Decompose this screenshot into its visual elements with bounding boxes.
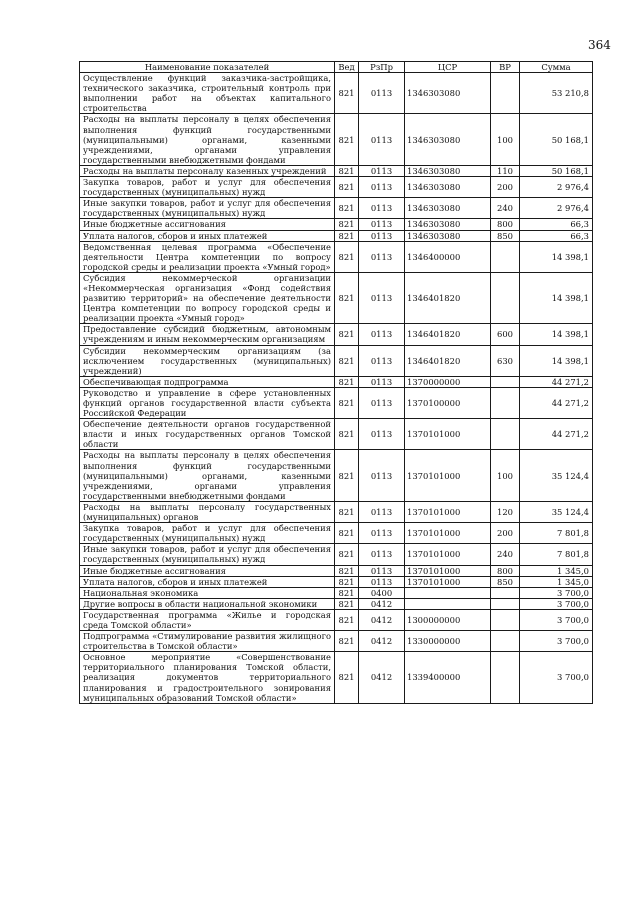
cell-rzpr: 0400 (359, 587, 405, 598)
cell-rzpr: 0113 (359, 544, 405, 565)
cell-sum: 7 801,8 (520, 523, 593, 544)
cell-rzpr: 0113 (359, 565, 405, 576)
cell-vr: 110 (491, 165, 520, 176)
table-row (80, 272, 593, 323)
cell-ved: 821 (335, 219, 359, 230)
cell-sum: 44 271,2 (520, 376, 593, 387)
cell-rzpr: 0113 (359, 177, 405, 198)
cell-vr (491, 241, 520, 272)
cell-rzpr: 0412 (359, 652, 405, 703)
cell-sum: 7 801,8 (520, 544, 593, 565)
cell-sum: 50 168,1 (520, 114, 593, 165)
cell-ved: 821 (335, 587, 359, 598)
cell-ved: 821 (335, 376, 359, 387)
cell-name: Иные закупки товаров, работ и услуг для обеспечения государственных (муниципальных) нужд (80, 544, 335, 565)
table-row (80, 165, 593, 176)
cell-name: Государственная программа «Жилье и городская среда Томской области» (80, 609, 335, 630)
cell-csr: 1330000000 (405, 631, 491, 652)
column-header-name: Наименование показателей (80, 62, 335, 73)
table-row (80, 576, 593, 587)
cell-rzpr: 0412 (359, 609, 405, 630)
cell-sum: 14 398,1 (520, 241, 593, 272)
cell-vr: 100 (491, 450, 520, 501)
cell-rzpr: 0113 (359, 219, 405, 230)
cell-name: Закупка товаров, работ и услуг для обеспечения государственных (муниципальных) нужд (80, 177, 335, 198)
cell-name: Расходы на выплаты персоналу в целях обеспечения выполнения функций государственными (муниципальными) органами, казенными учреждениями, органами управления государственными внебюджетными фондами (80, 450, 335, 501)
table-row (80, 198, 593, 219)
cell-vr: 800 (491, 565, 520, 576)
cell-csr: 1370100000 (405, 387, 491, 418)
cell-csr: 1370101000 (405, 450, 491, 501)
cell-rzpr: 0113 (359, 376, 405, 387)
table-row (80, 598, 593, 609)
cell-rzpr: 0113 (359, 198, 405, 219)
column-header-sum: Сумма (520, 62, 593, 73)
table-row (80, 73, 593, 114)
cell-rzpr: 0113 (359, 241, 405, 272)
table-row (80, 324, 593, 345)
cell-name: Расходы на выплаты персоналу государственных (муниципальных) органов (80, 501, 335, 522)
cell-sum: 1 345,0 (520, 565, 593, 576)
cell-ved: 821 (335, 324, 359, 345)
cell-vr (491, 631, 520, 652)
cell-name: Руководство и управление в сфере установленных функций органов государственной власти субъекта Российской Федерации (80, 387, 335, 418)
cell-ved: 821 (335, 576, 359, 587)
table-row (80, 177, 593, 198)
cell-ved: 821 (335, 177, 359, 198)
cell-csr (405, 598, 491, 609)
cell-vr (491, 272, 520, 323)
cell-vr (491, 387, 520, 418)
cell-ved: 821 (335, 241, 359, 272)
table-row (80, 230, 593, 241)
cell-csr: 1346401820 (405, 345, 491, 376)
cell-ved: 821 (335, 565, 359, 576)
table-row (80, 450, 593, 501)
cell-name: Основное мероприятие «Совершенствование территориального планирования Томской области, реализация документов территориального планирования и градостроительного зонирования муниципальных образований Томской области» (80, 652, 335, 703)
cell-vr: 850 (491, 230, 520, 241)
cell-ved: 821 (335, 165, 359, 176)
cell-name: Иные бюджетные ассигнования (80, 219, 335, 230)
cell-csr: 1300000000 (405, 609, 491, 630)
cell-vr (491, 376, 520, 387)
cell-csr: 1346303080 (405, 230, 491, 241)
cell-csr: 1370101000 (405, 523, 491, 544)
cell-vr: 630 (491, 345, 520, 376)
cell-vr: 200 (491, 523, 520, 544)
cell-vr: 850 (491, 576, 520, 587)
cell-vr (491, 73, 520, 114)
cell-ved: 821 (335, 631, 359, 652)
cell-vr (491, 587, 520, 598)
cell-vr: 240 (491, 198, 520, 219)
cell-rzpr: 0113 (359, 324, 405, 345)
cell-rzpr: 0113 (359, 345, 405, 376)
cell-sum: 14 398,1 (520, 345, 593, 376)
column-header-rzpr: РзПр (359, 62, 405, 73)
cell-name: Предоставление субсидий бюджетным, автономным учреждениям и иным некоммерческим организациям (80, 324, 335, 345)
cell-ved: 821 (335, 419, 359, 450)
cell-vr (491, 609, 520, 630)
cell-ved: 821 (335, 598, 359, 609)
cell-sum: 35 124,4 (520, 501, 593, 522)
table-row (80, 523, 593, 544)
table-row (80, 631, 593, 652)
cell-vr (491, 652, 520, 703)
cell-sum: 66,3 (520, 219, 593, 230)
table-row (80, 387, 593, 418)
cell-csr: 1370000000 (405, 376, 491, 387)
cell-csr (405, 587, 491, 598)
cell-ved: 821 (335, 198, 359, 219)
cell-sum: 35 124,4 (520, 450, 593, 501)
cell-csr: 1346303080 (405, 219, 491, 230)
cell-name: Обеспечивающая подпрограмма (80, 376, 335, 387)
cell-sum: 14 398,1 (520, 272, 593, 323)
cell-sum: 3 700,0 (520, 587, 593, 598)
cell-name: Уплата налогов, сборов и иных платежей (80, 230, 335, 241)
cell-vr: 240 (491, 544, 520, 565)
cell-name: Расходы на выплаты персоналу в целях обеспечения выполнения функций государственными (муниципальными) органами, казенными учреждениями, органами управления государственными внебюджетными фондами (80, 114, 335, 165)
cell-name: Ведомственная целевая программа «Обеспечение деятельности Центра компетенции по вопросу городской среды и реализации проекта «Умный город» (80, 241, 335, 272)
cell-ved: 821 (335, 345, 359, 376)
cell-rzpr: 0412 (359, 631, 405, 652)
cell-csr: 1346303080 (405, 165, 491, 176)
cell-csr: 1346401820 (405, 324, 491, 345)
table-row (80, 609, 593, 630)
cell-ved: 821 (335, 272, 359, 323)
cell-ved: 821 (335, 114, 359, 165)
cell-csr: 1370101000 (405, 565, 491, 576)
cell-sum: 50 168,1 (520, 165, 593, 176)
cell-rzpr: 0113 (359, 501, 405, 522)
table-row (80, 219, 593, 230)
cell-sum: 14 398,1 (520, 324, 593, 345)
cell-rzpr: 0113 (359, 165, 405, 176)
table-row (80, 544, 593, 565)
cell-name: Иные закупки товаров, работ и услуг для обеспечения государственных (муниципальных) нужд (80, 198, 335, 219)
cell-csr: 1370101000 (405, 419, 491, 450)
cell-sum: 2 976,4 (520, 198, 593, 219)
cell-ved: 821 (335, 230, 359, 241)
cell-csr: 1346400000 (405, 241, 491, 272)
table-row (80, 652, 593, 703)
cell-sum: 3 700,0 (520, 652, 593, 703)
cell-rzpr: 0113 (359, 576, 405, 587)
column-header-csr: ЦСР (405, 62, 491, 73)
cell-vr: 800 (491, 219, 520, 230)
cell-vr: 200 (491, 177, 520, 198)
cell-ved: 821 (335, 652, 359, 703)
cell-csr: 1346303080 (405, 177, 491, 198)
cell-rzpr: 0113 (359, 230, 405, 241)
cell-rzpr: 0113 (359, 114, 405, 165)
cell-name: Закупка товаров, работ и услуг для обеспечения государственных (муниципальных) нужд (80, 523, 335, 544)
table-row (80, 565, 593, 576)
cell-csr: 1370101000 (405, 544, 491, 565)
cell-vr: 100 (491, 114, 520, 165)
cell-csr: 1346401820 (405, 272, 491, 323)
cell-name: Подпрограмма «Стимулирование развития жилищного строительства в Томской области» (80, 631, 335, 652)
cell-ved: 821 (335, 544, 359, 565)
cell-ved: 821 (335, 387, 359, 418)
cell-name: Субсидия некоммерческой организации «Некоммерческая организация «Фонд содействия развитию территорий» на обеспечение деятельности Центра компетенции по вопросу городской среды и реализации проекта «Умный город» (80, 272, 335, 323)
cell-csr: 1346303080 (405, 114, 491, 165)
cell-vr (491, 419, 520, 450)
cell-rzpr: 0113 (359, 73, 405, 114)
cell-sum: 3 700,0 (520, 609, 593, 630)
cell-name: Обеспечение деятельности органов государственной власти и иных государственных органов Томской области (80, 419, 335, 450)
table-row (80, 376, 593, 387)
cell-ved: 821 (335, 609, 359, 630)
cell-csr: 1370101000 (405, 576, 491, 587)
cell-name: Субсидии некоммерческим организациям (за исключением государственных (муниципальных) учреждений) (80, 345, 335, 376)
cell-ved: 821 (335, 523, 359, 544)
cell-rzpr: 0113 (359, 450, 405, 501)
cell-rzpr: 0113 (359, 523, 405, 544)
cell-rzpr: 0113 (359, 419, 405, 450)
table-header-row (80, 62, 593, 73)
budget-table (79, 61, 593, 704)
cell-sum: 1 345,0 (520, 576, 593, 587)
cell-name: Иные бюджетные ассигнования (80, 565, 335, 576)
table-row (80, 114, 593, 165)
cell-sum: 66,3 (520, 230, 593, 241)
cell-name: Расходы на выплаты персоналу казенных учреждений (80, 165, 335, 176)
cell-rzpr: 0113 (359, 272, 405, 323)
cell-name: Другие вопросы в области национальной экономики (80, 598, 335, 609)
cell-sum: 3 700,0 (520, 598, 593, 609)
cell-csr: 1346303080 (405, 73, 491, 114)
table-row (80, 419, 593, 450)
cell-sum: 44 271,2 (520, 419, 593, 450)
cell-sum: 2 976,4 (520, 177, 593, 198)
cell-rzpr: 0412 (359, 598, 405, 609)
cell-csr: 1339400000 (405, 652, 491, 703)
column-header-vr: ВР (491, 62, 520, 73)
cell-vr: 120 (491, 501, 520, 522)
cell-vr (491, 598, 520, 609)
page-number: 364 (588, 38, 611, 52)
cell-rzpr: 0113 (359, 387, 405, 418)
cell-ved: 821 (335, 501, 359, 522)
table-row (80, 587, 593, 598)
cell-csr: 1346303080 (405, 198, 491, 219)
table-row (80, 345, 593, 376)
cell-ved: 821 (335, 73, 359, 114)
cell-vr: 600 (491, 324, 520, 345)
cell-ved: 821 (335, 450, 359, 501)
table-row (80, 241, 593, 272)
cell-csr: 1370101000 (405, 501, 491, 522)
column-header-ved: Вед (335, 62, 359, 73)
cell-name: Осуществление функций заказчика-застройщика, технического заказчика, строительный контроль при выполнении работ на объектах капитального строительства (80, 73, 335, 114)
table-row (80, 501, 593, 522)
cell-sum: 53 210,8 (520, 73, 593, 114)
cell-name: Национальная экономика (80, 587, 335, 598)
cell-name: Уплата налогов, сборов и иных платежей (80, 576, 335, 587)
cell-sum: 3 700,0 (520, 631, 593, 652)
cell-sum: 44 271,2 (520, 387, 593, 418)
